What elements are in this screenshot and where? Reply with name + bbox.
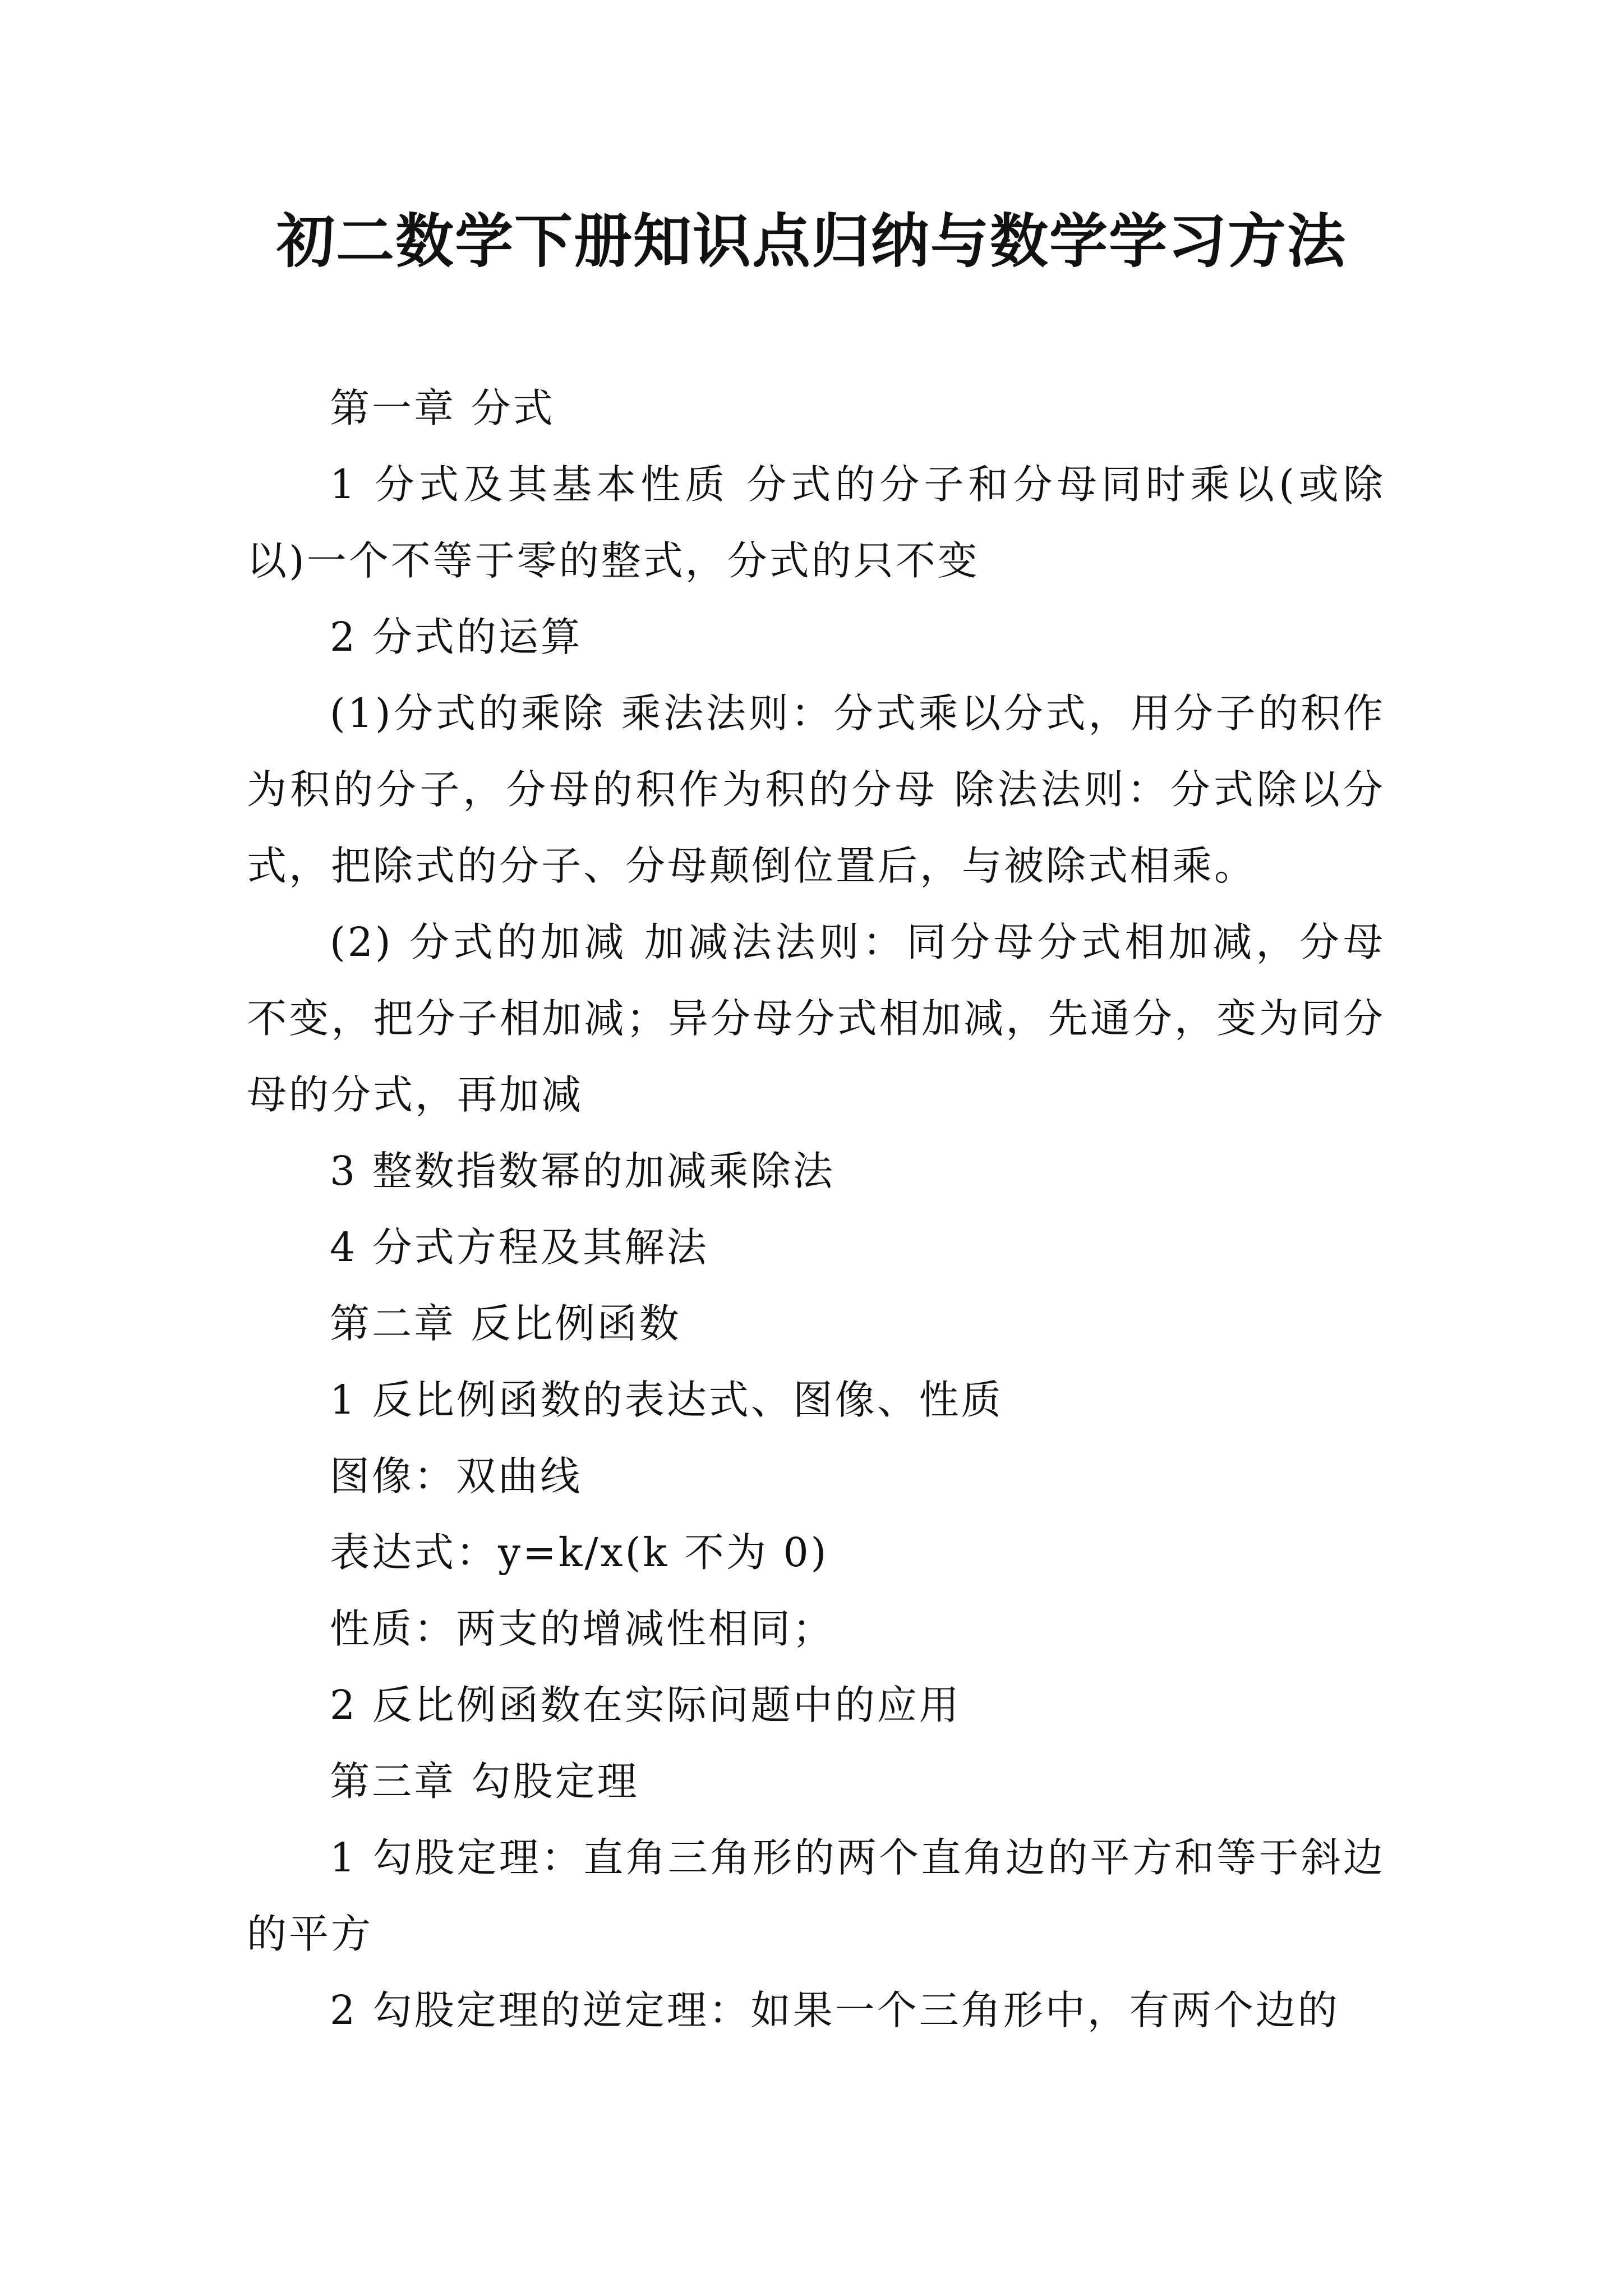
body-paragraph: 1 勾股定理：直角三角形的两个直角边的平方和等于斜边的平方 [247,1834,1385,1957]
section-heading: 1 反比例函数的表达式、图像、性质 [330,1377,1003,1423]
chapter-heading: 第三章 勾股定理 [330,1758,639,1805]
body-paragraph: (1)分式的乘除 乘法法则：分式乘以分式，用分子的积作为积的分子，分母的积作为积的分母 除法法则：分式除以分式，把除式的分子、分母颠倒位置后，与被除式相乘。 [247,690,1385,889]
document-body [247,370,1385,2049]
body-paragraph: (2) 分式的加减 加减法法则：同分母分式相加减，分母不变，把分子相加减；异分母分式相加减，先通分，变为同分母的分式，再加减 [247,919,1385,1118]
chapter-heading: 第一章 分式 [330,385,555,431]
section-heading: 4 分式方程及其解法 [330,1224,709,1271]
section-heading: 2 反比例函数在实际问题中的应用 [330,1682,961,1728]
section-heading: 2 分式的运算 [330,614,583,660]
body-paragraph: 图像：双曲线 [330,1453,583,1499]
document-title: 初二数学下册知识点归纳与数学学习方法 [276,206,1347,275]
chapter-heading: 第二章 反比例函数 [330,1300,681,1347]
section-heading: 3 整数指数幂的加减乘除法 [330,1148,835,1194]
body-paragraph: 性质：两支的增减性相同； [330,1605,835,1652]
body-paragraph: 表达式：y=k/x(k 不为 0) [330,1529,829,1576]
body-paragraph: 1 分式及其基本性质 分式的分子和分母同时乘以(或除以)一个不等于零的整式，分式的只不变 [247,461,1385,584]
body-paragraph: 2 勾股定理的逆定理：如果一个三角形中，有两个边的 [330,1987,1340,2033]
